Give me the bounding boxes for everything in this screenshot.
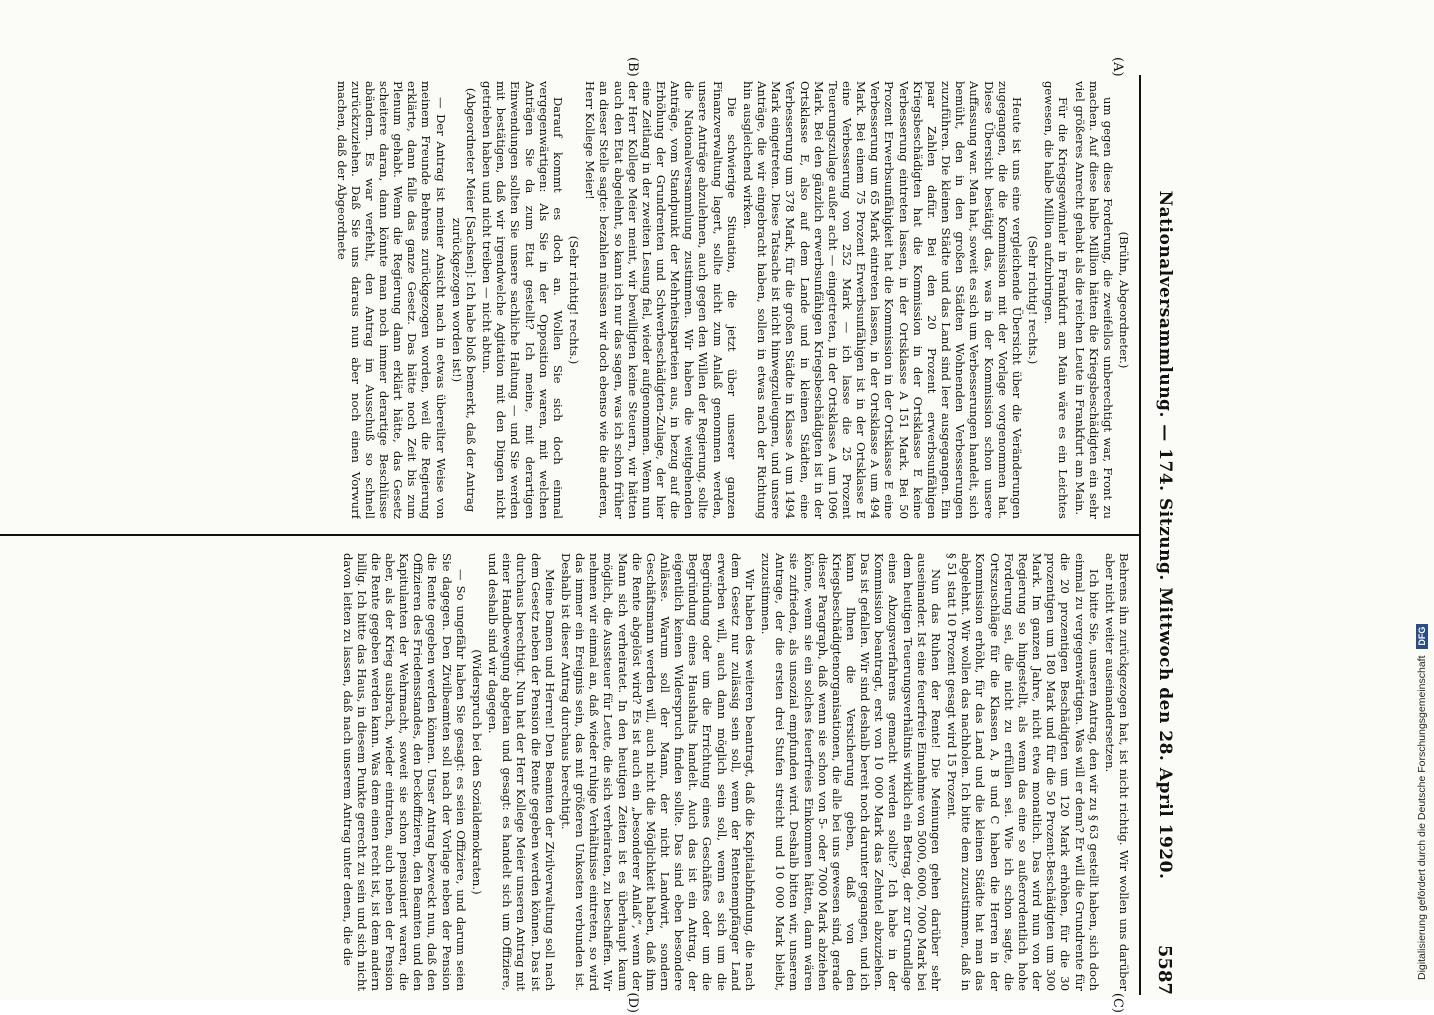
header-title: Nationalversammlung. — 174. Sitzung. Mittwoch den 28. April 1920. (1155, 190, 1175, 880)
page-header (1145, 75, 1175, 995)
paragraph: Ich bitte Sie, unseren Antrag, den wir zu § 63 gestellt haben, sich doch einmal zu vergegenwärtigen. Was will er denn? Er will die Grundrente für die 20 prozentigen Beschädigten um 120 Mark erhöhen, für die 30 prozentigen um 180 Mark und für die 50 Prozent-Beschädigten um 300 Mark. Im ganzen Jahre, nicht etwa monatlich. Das wird nun von der Regierung so hingestellt, als wenn das eine so außerordentlich hohe Forderung sei, die nicht zu erfüllen sei. Wie ich schon sagte, die Ortszuschläge für die Klassen A, B und C haben die Herren in der Kommission erhöht, für das Land und die kleinen Städte hat man das abgelehnt. Wir wollen das nachholen. Ich bitte dem zuzustimmen, daß in § 51 statt 10 Prozent gesagt wird 15 Prozent. (945, 553, 1101, 991)
interjection: (Widerspruch bei den Sozialdemokraten.) (469, 649, 484, 895)
paragraph: Meine Damen und Herren! Den Beamten der Zivilverwaltung soll nach dem Gesetz neben der Pension die Rente gegeben werden können. Das ist durchaus berechtigt. Nun hat der Herr Kollege Meier unseren Antrag mit einer Handbewegung abgetan und gesagt: es handelt sich um Offiziere, und deshalb sind wir dagegen. (486, 553, 557, 991)
paragraph: Behrens ihn zurückgezogen hat, ist nicht richtig. Wir wollen uns darüber aber nicht weiter auseinandersetzen. (1102, 553, 1131, 991)
column-separator (0, 534, 1139, 536)
margin-mark-d: (D) (625, 992, 640, 1013)
margin-mark-a: (A) (1110, 57, 1125, 77)
paragraph: Heute ist uns eine vergleichende Übersicht über die Veränderungen zugegangen, die die Kommission mit der Vorlage vorgenommen hat. Diese Übersicht bestätigt das, was in der Kommission schon unsere Auffassung war. Man hat, soweit es sich um Verbesserungen handelt, sich bemüht, den in den großen Städten Wohnenden Verbesserungen zuzuführen. Die kleinen Städte und das Land sind leer ausgegangen. Ein paar Zahlen dafür. Bei den 20 Prozent erwerbsunfähigen Kriegsbeschädigten hat die Kommission in der Ortsklasse E keine Verbesserung eintreten lassen, in der Ortsklasse A 151 Mark. Bei 50 Prozent Erwerbsunfähigkeit hat die Kommission in der Ortsklasse E eine Verbesserung um 65 Mark eintreten lassen, in der Ortsklasse A um 494 Mark. Bei einem 75 Prozent Erwerbsunfähigen ist in der Ortsklasse E eine Verbesserung von 252 Mark — ich lasse die 25 Prozent Teuerungszulage außer acht — eingetreten, in der Ortsklasse A um 1096 Mark. Bei den gänzlich erwerbsunfähigen Kriegsbeschädigten ist in der Ortsklasse E, also auf dem Lande und in kleinen Städten, eine Verbesserung um 378 Mark, für die großen Städte in Klasse A um 1494 Mark eingetreten. Diese Tatsache ist nicht hinwegzuleugnen, und unsere Anträge, die wir eingebracht haben, sollen in etwas nach der Richtung hin ausgleichend wirken. (740, 81, 1024, 519)
speaker-line: (Brühn, Abgeordneter.) (1117, 231, 1131, 369)
paragraph: Darauf kommt es doch an. Wollen Sie sich doch einmal vergegenwärtigen: Als Sie in der Opposition waren, mit welchen Anträgen Sie da zum Etat gestellt? Ich meine, mit derartigen Einwendungen sollten Sie unsere sachliche Haltung — und Sie werden mit bestätigen, daß wir irgendwelche Agitation mit den Dingen nicht getrieben haben und nicht treiben — nicht abtun. (480, 81, 565, 519)
margin-mark-b: (B) (625, 57, 640, 77)
right-text-column (0, 553, 1131, 991)
header-rule (1139, 75, 1141, 995)
paragraph: — Der Antrag ist meiner Ansicht nach in etwas übereilter Weise von meinem Freunde Behrens zurückgezogen worden, weil die Regierung erklärte, dann falle das ganze Gesetz. Das hätte noch Zeit bis zum Plenum gehabt. Wenn die Regierung dann erklärt hätte, das Gesetz scheitere daran, dann könnte man noch immer derartige Beschlüsse abändern. Es war verfehlt, den Antrag im Ausschuß so schnell zurückzuziehen. Daß Sie uns daraus nun aber noch einen Vorwurf machen, daß der Abgeordnete (334, 81, 448, 519)
paragraph: Die schwierige Situation, die jetzt über unserer ganzen Finanzverwaltung lagert, sollte nicht zum Anlaß genommen werden, unsere Anträge abzulehnen, auch gegen den Willen der Regierung, sollte die Nationalversammlung zustimmen. Wir haben die weitgehenden Anträge, vom Standpunkt der Mehrheitsparteien aus, in bezug auf die Erhöhung der Grundrenten und Schwerbeschädigten-Zulage, der hier eine Zeitlang in der zweiten Lesung fiel, wieder aufgenommen. Wenn nun der Herr Kollege Meier meint, wir bewilligten keine Steuern, wir hätten auch den Etat abgelehnt, so kann ich nur das sagen, was ich schon früher an dieser Stelle sagte: bezahlen müssen wir doch ebenso wie die anderen, Herr Kollege Meier! (583, 81, 739, 519)
margin-mark-c: (C) (1110, 992, 1125, 1013)
paragraph: Für die Kriegsgewinnler in Frankfurt am Main wäre es ein Leichtes gewesen, die halbe Million aufzubringen. (1042, 81, 1071, 519)
dfg-logo: DFG (1416, 624, 1428, 649)
interjection: (Sehr richtig! rechts.) (1026, 235, 1041, 365)
interjection: (Sehr richtig! rechts.) (567, 235, 582, 365)
paragraph: — So ungefähr haben Sie gesagt: es seien Offiziere, und darum seien Sie dagegen. Den Zivilbeamten soll nach der Vorlage neben der Pension die Rente gegeben werden können. Unser Antrag bezweckt nun, daß den Offizieren des Friedensstandes, den Deckoffizieren, den Beamten und den Kapitulanten der Wehrmacht, soweit sie schon pensioniert waren, die aber, als der Krieg ausbrach, wieder eintraten, auch neben der Pension die Rente gegeben werden kann. Was dem einen recht ist, ist dem andern billig. Ich bitte das Haus, in diesem Punkte gerecht zu sein und sich nicht davon leiten zu lassen, daß nach unserem Antrag unter denen, die die (340, 553, 468, 991)
paragraph: Nun das Ruhen der Rente! Die Meinungen gehen darüber sehr auseinander. Ist eine feuerfreie Einnahme von 5000, 6000, 7000 Mark bei dem heutigen Teuerungsverhältnis wirklich ein Betrag, der zur Grundlage eines Abzugsverfahrens gemacht werden sollte? Ich habe in der Kommission beantragt, erst von 10 000 Mark das Zehntel abzuziehen. Das ist gefallen. Wir sind deshalb bereit noch darunter gegangen, und ich kann Ihnen die Versicherung geben, daß von den Kriegsbeschädigtenorganisationen, die alle bei uns gewesen sind, gerade dieser Paragraph, daß wenn sie schon von 5- oder 7000 Mark abziehen könne, wenn sie ein solches feuerfreies Einkommen hätten, dann wären sie zufrieden, als unsozial empfunden wird. Deshalb bitten wir, unserem Antrage, der die ersten drei Stufen streicht und 10 000 Mark bleibt, zuzustimmen. (759, 553, 943, 991)
paragraph: um gegen diese Forderung, die zweifellos unberechtigt war, Front zu machen. Auf diese halbe Million hätten die Kriegsbeschädigten ein sehr viel größeres Anrecht gehabt als die reichen Leute in Frankfurt am Main. (1072, 81, 1115, 519)
digitization-credit (1416, 624, 1428, 980)
interjection: (Abgeordneter Meier [Sachsen]: Ich habe bloß bemerkt, daß der Antrag zurückgezogen worden ist!) (449, 87, 478, 513)
credit-text: Digitalisierung gefördert durch die Deutsche Forschungsgemeinschaft (1416, 655, 1428, 980)
left-text-column (0, 81, 1131, 519)
paragraph: Wir haben des weiteren beantragt, daß die Kapitalabfindung, die nach dem Gesetz nur zulässig sein soll, wenn der Rentenempfänger Land erwerben will, auch dann möglich sein soll, wenn es sich um die Begründung oder um die Errichtung eines Geschäftes oder um die Begründung eines Haushalts handelt. Auch das ist ein Antrag, der eigentlich keinen Widerspruch finden sollte. Das sind eben besondere Anlässe. Warum soll der Mann, der nicht Landwirt, sondern Geschäftsmann werden will, auch nicht die Möglichkeit haben, daß ihm die Rente abgelöst wird? Es ist auch ein „besonderer Anlaß“, wenn der Mann sich verheiratet. In den heutigen Zeiten ist es überhaupt kaum möglich, die Aussteuer für Leute, die sich verheiraten, zu beschaffen. Wir nehmen wir einmal an, daß wieder ruhige Verhältnisse eintreten, so wird das immer ein Ereignis sein, das mit größeren Unkosten verbunden ist. Deshalb ist dieser Antrag durchaus berechtigt. (558, 553, 757, 991)
header-page-number: 5587 (1154, 944, 1175, 995)
rotated-document-page (0, 55, 1195, 1015)
